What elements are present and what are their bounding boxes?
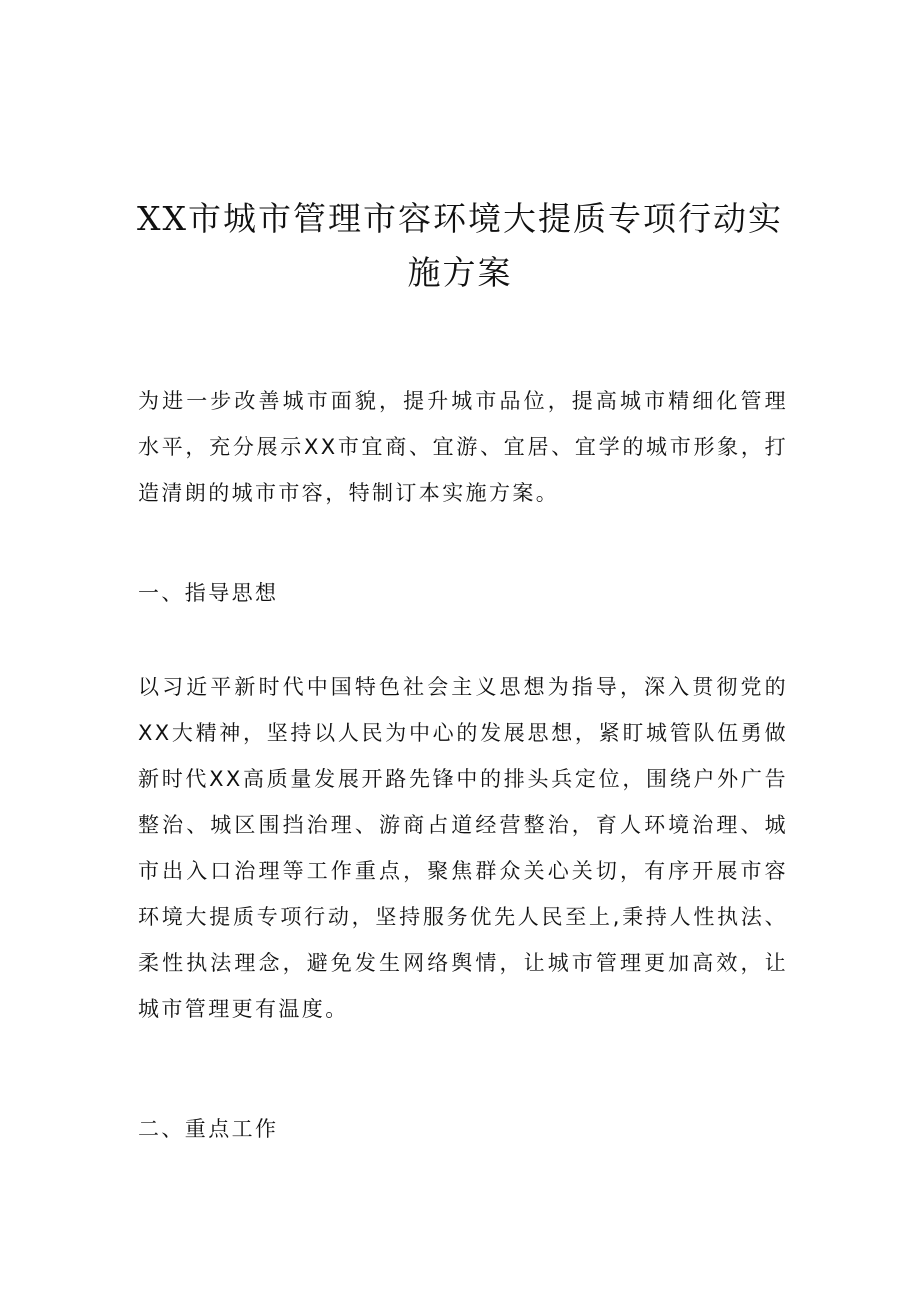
document-title-line-1: XX市城市管理市容环境大提质专项行动实	[137, 199, 783, 238]
document-title-line-2: 施方案	[407, 253, 513, 292]
document-title	[120, 192, 800, 300]
section-heading-key-work: 二、重点工作	[138, 1117, 279, 1141]
section-heading-guiding-ideology: 一、指导思想	[138, 581, 279, 605]
guiding-ideology-paragraph: 以习近平新时代中国特色社会主义思想为指导，深入贯彻党的XX大精神，坚持以人民为中心的发展思想，紧盯城管队伍勇做新时代XX高质量发展开路先锋中的排头兵定位，围绕户外广告整治、城区围挡治理、游商占道经营整治，育人环境治理、城市出入口治理等工作重点，聚焦群众关心关切，有序开展市容环境大提质专项行动，坚持服务优先人民至上,秉持人性执法、柔性执法理念，避免发生网络舆情，让城市管理更加高效，让城市管理更有温度。	[138, 675, 788, 1021]
intro-paragraph: 为进一步改善城市面貌，提升城市品位，提高城市精细化管理水平，充分展示XX市宜商、宜游、宜居、宜学的城市形象，打造清朗的城市市容，特制订本实施方案。	[138, 389, 788, 505]
